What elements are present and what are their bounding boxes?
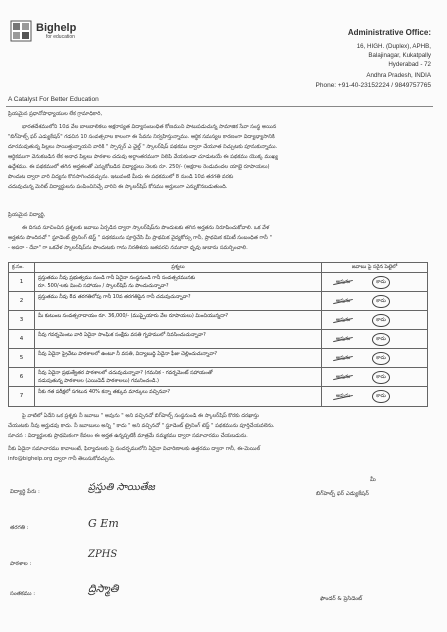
table-row [9, 311, 427, 330]
eligibility-table [8, 262, 428, 407]
office-title: Administrative Office: [347, 28, 431, 37]
paragraph-line: అర్హతను పొందినచో " స్టూడెంట్ ట్రైనింగ్ టెస్ట్ " పథకమును పూర్తిచేసి మీ ప్రాథమిక వైద్యకోర్సు గానీ, ప్రాథమిక కమిటీ సంబంధిత గానీ " [8, 235, 272, 241]
header-sno: క్ర.సం. [9, 263, 35, 272]
field-label-signature: సంతకము : [10, 591, 36, 597]
answer-cell [322, 387, 427, 406]
signoff-yours: మీ [370, 477, 376, 483]
answer-no[interactable]: కాదు [376, 335, 386, 342]
answer-cell [322, 368, 427, 386]
address-line: Hyderabad - 72 [388, 61, 431, 68]
answer-no[interactable]: కాదు [376, 354, 386, 361]
answer-cell [322, 292, 427, 310]
question-line: ప్రస్తుతము నీవు ప్రభుత్వము నుండి గానీ ఏదైనా సంస్థనుండి గానీ సంవత్సరమునకు [38, 275, 196, 281]
paragraph-line: ఆర్థికముగా వెనుకబడిన లేక అనాధ పిల్లలు పాఠశాల చదువు అర్ధాంతరముగా నిలిపి వేయకుండా చూడుటయే ఈ పథకము యొక్క ముఖ్య [8, 154, 279, 160]
footer-line: info@bighelp.org ద్వారా గానీ తెలుసుకోవచ్చును. [8, 456, 116, 462]
answer-yes[interactable]: అవును [336, 316, 351, 323]
signoff-founder: ఫౌండర్ & ప్రెసిడెంట్ [320, 596, 363, 602]
row-number: 7 [9, 387, 35, 406]
answer-no[interactable]: కాదు [376, 278, 386, 285]
question-cell [35, 292, 322, 310]
field-value-signature[interactable]: ద్రిస్మాతి [88, 582, 119, 595]
answer-no[interactable]: కాదు [376, 393, 386, 399]
answer-no[interactable]: కాదు [376, 316, 386, 323]
paragraph-line: ఉద్దేశము. ఈ పథకములో తగిన అర్హతలతో ఎన్నుకోబడిన విద్యార్థులు నెలకు రూ. 250/- (అక్షరాల రెండువందల యాభై రూపాయలు) [8, 164, 270, 170]
field-label-school: పాఠశాల : [10, 561, 32, 567]
salutation-student: ప్రియమైన విద్యార్థి, [8, 212, 46, 218]
field-value-school[interactable]: ZPHS [88, 549, 118, 560]
question-cell [35, 387, 322, 406]
answer-yes[interactable]: అవును [336, 373, 351, 380]
answer-cell [322, 330, 427, 348]
question-line: మీ కుటుంబ సంవత్సరాదాయం రూ. 36,000/- (ముప్పైయారు వేల రూపాయలు) మించియున్నదా? [38, 313, 229, 319]
answer-yes[interactable]: అవును [336, 335, 351, 342]
field-label-class: తరగతి : [10, 525, 29, 531]
footer-line: నీకు ఏదైనా సమాచారము కావాలంటే, ఫిర్యాదులకు పై సందర్భములోని ఏదైనా విచారిణాలకు ఉత్తరము ద్వారా గానీ, ఈ-మెయిల్ [8, 446, 261, 452]
address-line: Balajinagar, Kukatpally [368, 52, 431, 59]
phone-line: Phone: +91-40-23152224 / 9849757765 [315, 82, 431, 89]
answer-cell [322, 349, 427, 367]
salutation: ప్రియమైన ప్రధానోపాధ్యాయుల లేక గ్రామాధికారి, [8, 111, 103, 117]
question-cell [35, 368, 322, 386]
address-line: 16, HIGH. (Duplex), APHB, [356, 43, 431, 50]
header-questions: ప్రశ్నలు [35, 263, 322, 272]
row-number: 5 [9, 349, 35, 367]
brand-subtitle: for education [46, 34, 75, 40]
answer-no[interactable]: కాదు [376, 373, 386, 380]
row-number: 6 [9, 368, 35, 386]
footer-line: సూచన : విద్యార్థులకు ప్రాథమికంగా కేవలం ఈ అర్హత ఉన్నప్పటికీ మాత్రమే నమ్మకము ద్వారా సమాచారము చేయబడును. [8, 433, 248, 439]
footer-line: చేయుటకు నీవు అర్హుడవు కాదు. నీ జవాబులు అన్ని " కాదు " అని వచ్చినచో " స్టూడెంట్ ట్రైనింగ్ టెస్ట్ " పథకమును పూర్తిచేయవలెను. [8, 423, 275, 429]
table-header [9, 263, 427, 273]
question-line: నడుపుతున్న పాఠశాలల (ఎయిడెడ్ పాఠశాలలు) గమనించండి.) [38, 378, 159, 384]
header-answers: జవాబు పై సరైన పెట్టెలో [351, 264, 398, 270]
row-number: 3 [9, 311, 35, 329]
question-line: రూ. 500/-లకు మించి సహాయం / స్కాలర్‌షిప్ ను పొందుచున్నావా? [38, 283, 169, 289]
address-line: Andhra Pradesh, INDIA [366, 72, 431, 79]
paragraph-line: - అపరా - దేవా" గా ఒకవేళ స్కాలర్‌షిప్‌ను పొందుటకు గాను నిరతిశయ జతపరచి నమూనా ధృవు జుబాను సమర్పించాలి. [8, 245, 248, 251]
question-line: నీవు ఏదైనా ప్రభుత్వేతర పాఠశాలలో చదువుచున్నావా? (గమనిక - గవర్నమెంట్ సహాయంతో [38, 370, 213, 376]
field-value-name[interactable]: ప్రస్తుతి సాయితేజ [88, 482, 155, 493]
paragraph-line: ఈ దిగువ సూచించిన ప్రశ్నలకు జవాబు ఏర్పడిన ద్వారా స్కాలర్‌షిప్‌ను పొందుటకు తగిన అర్హతను నిరూపించుకోవాలి. ఒక వేళ [22, 225, 270, 231]
question-cell [35, 349, 322, 367]
table-row [9, 368, 427, 387]
question-line: నీకు గత పరీక్షలో సగటున 40% కన్నా తక్కువ మార్కులు వచ్చినవా? [38, 389, 170, 395]
row-number: 1 [9, 273, 35, 291]
question-line: నీవు ఏదైనా ప్రైవేటు పాఠశాలలో ఉంటూ నీ వసతి, విద్యాబుద్ధి ఏదైనా ఫీజు చెల్లించుచున్నావా? [38, 351, 218, 357]
answer-yes[interactable]: అవును [336, 278, 351, 285]
table-row [9, 292, 427, 311]
tagline: A Catalyst For Better Education [8, 96, 99, 103]
field-value-class[interactable]: G Em [88, 517, 119, 530]
question-line: ప్రస్తుతము నీవు 8వ తరగతిలోపు గానీ 10వ తరగతిపైన గానీ చదువుచున్నావా? [38, 294, 191, 300]
row-number: 2 [9, 292, 35, 310]
brand-name: Bighelp [36, 22, 77, 34]
answer-cell [322, 311, 427, 329]
bighelp-logo-icon [10, 20, 32, 42]
answer-no[interactable]: కాదు [376, 297, 386, 304]
question-cell [35, 311, 322, 329]
table-row [9, 349, 427, 368]
paragraph-line: దూరమవుతున్న పిల్లలు సాయిత్తున్నాయని వారికి " స్పాన్సర్ ఎ ఛైల్డ్ " స్కాలర్‌షిప్ పథకము ద్వారా చేయూత నిచ్చుటకు పూనుకున్నాము. [8, 144, 278, 150]
table-row [9, 273, 427, 292]
signoff-org: బిగ్‌హెల్ప్ ఫర్ ఎడ్యుకేషన్ [316, 491, 369, 497]
question-cell [35, 330, 322, 348]
table-row [9, 387, 427, 406]
answer-yes[interactable]: అవును [336, 393, 351, 399]
answer-yes[interactable]: అవును [336, 297, 351, 304]
footer-line: పై వాటిలో ఏదేని ఒక ప్రశ్నకు నీ జవాబు " అవును " అని వచ్చినచో బిగ్‌హెల్ప్ సంస్థనుండి ఈ స్కాలర్‌షిప్ కొరకు దరఖాస్తు [22, 413, 259, 419]
question-line: నీవు గవర్నమెంటు వారి ఏదైనా సాంఘిక సంక్షేమ వసతి గృహములో నివసించుచున్నావా? [38, 332, 206, 338]
answer-cell [322, 273, 427, 291]
table-row [9, 330, 427, 349]
header-divider [6, 106, 433, 107]
paragraph-line: "బిగ్‌హెల్ప్ ఫర్ ఎడ్యుకేషన్" గడచిన 10 సంవత్సరాల కాలంగా ఈ సేవను నిర్వహిస్తున్నాము. ఆర్థిక సమస్యల కారణంగా విద్యాభ్యాసానికి [8, 134, 275, 140]
paragraph-line: పొందుట ద్వారా వారి విద్యను కొనసాగించవచ్చును. ఇటువంటి మీదు ఈ పథకములో 8 నుండి 10వ తరగతి వరకు [8, 174, 234, 180]
answer-yes[interactable]: అవును [336, 354, 351, 361]
question-cell [35, 273, 322, 291]
paragraph-line: భారతదేశములోని 10వ వేల బాలబాలికలు అక్షరాస్యత విద్యాసంబంధిత కోణముని పాటుపడుచున్న సామాజిక సేవా సంస్థ అయిన [22, 124, 277, 130]
field-label-name: విద్యార్థి పేరు : [10, 489, 40, 495]
row-number: 4 [9, 330, 35, 348]
paragraph-line: చదువుచున్న మెరిట్ విద్యార్థులను పంపించినిచ్చే వారిని ఈ స్కాలర్‌షిప్ కోసము అర్హులుగా ఎన్నుకొనబడుతుంది. [8, 184, 228, 190]
